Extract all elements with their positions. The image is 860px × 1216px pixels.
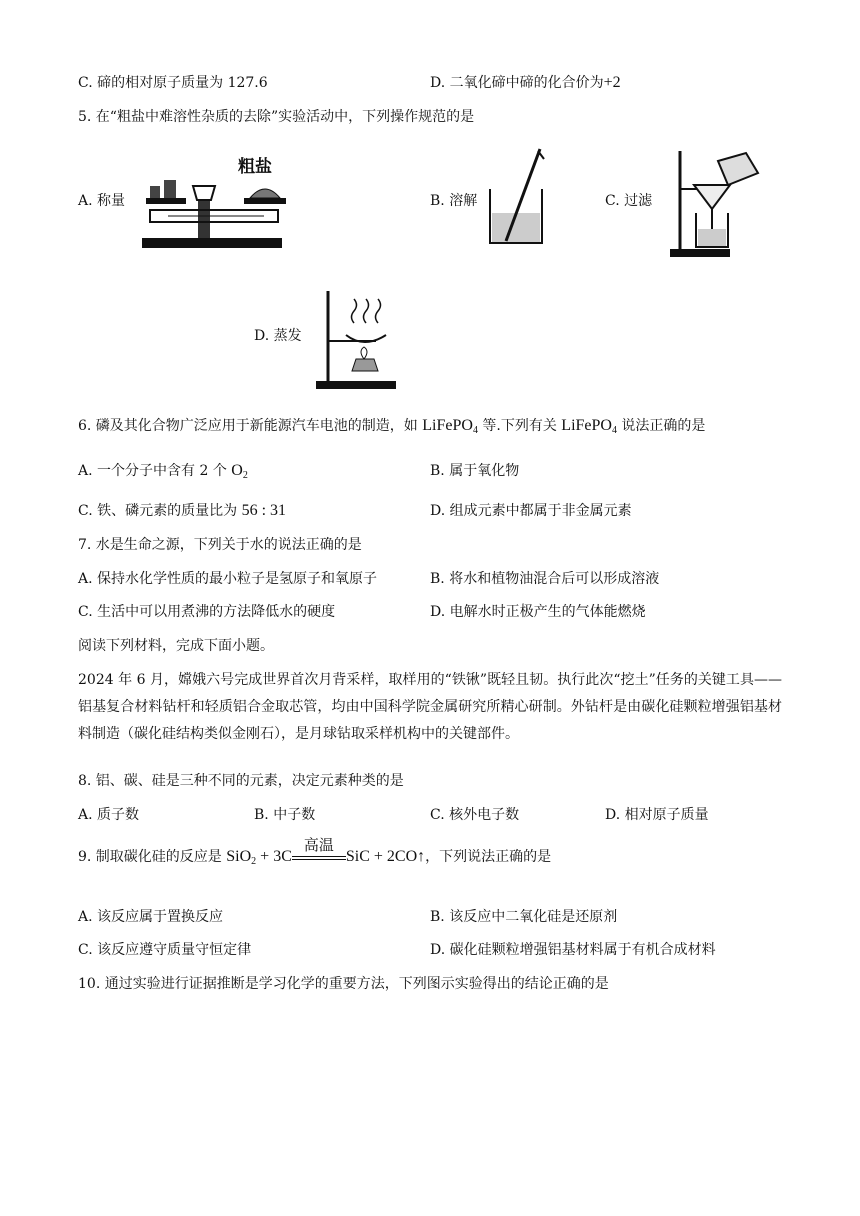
q6-option-c: C. 铁、磷元素的质量比为 56 : 31	[78, 502, 287, 519]
evaporation-figure	[314, 287, 399, 392]
q5-option-c-label: C. 过滤	[605, 193, 653, 209]
q4-option-d: D. 二氧化碲中碲的化合价为+2	[430, 74, 621, 91]
q8-stem: 8. 铝、碳、硅是三种不同的元素，决定元素种类的是	[78, 773, 404, 789]
q8-option-d: D. 相对原子质量	[605, 807, 709, 823]
q5-option-a-label: A. 称量	[78, 193, 126, 209]
q5-option-d-label: D. 蒸发	[254, 328, 302, 344]
q10-stem: 10. 通过实验进行证据推断是学习化学的重要方法，下列图示实验得出的结论正确的是	[78, 976, 609, 992]
q8-option-b: B. 中子数	[254, 807, 316, 823]
q9-option-c: C. 该反应遵守质量守恒定律	[78, 942, 252, 958]
q6-option-b: B. 属于氧化物	[430, 463, 520, 479]
q7-option-b: B. 将水和植物油混合后可以形成溶液	[430, 571, 660, 587]
q4-option-c: C. 碲的相对原子质量为 127.6	[78, 75, 268, 91]
q9-stem: 9. 制取碳化硅的反应是 SiO$_2$ + 3C 高温 SiC + 2CO↑，下列说法正确的是	[78, 836, 552, 867]
q5-option-b-label: B. 溶解	[430, 193, 478, 209]
formula-lifepo4: LiFePO$_4$	[422, 417, 478, 436]
q7-option-d: D. 电解水时正极产生的气体能燃烧	[430, 604, 646, 620]
q6-option-a: A. 一个分子中含有 2 个 $O_2$	[78, 462, 248, 481]
q8-option-a: A. 质子数	[78, 807, 140, 823]
q9-option-d: D. 碳化硅颗粒增强铝基材料属于有机合成材料	[430, 942, 716, 958]
q7-option-a: A. 保持水化学性质的最小粒子是氢原子和氧原子	[78, 571, 378, 587]
q9-option-b: B. 该反应中二氧化硅是还原剂	[430, 909, 618, 925]
reaction-equation: SiO$_2$ + 3C	[226, 848, 292, 867]
q7-stem: 7. 水是生命之源，下列关于水的说法正确的是	[78, 537, 362, 553]
q5-stem: 5. 在“粗盐中难溶性杂质的去除”实验活动中，下列操作规范的是	[78, 109, 475, 125]
filtration-figure	[666, 145, 781, 260]
dissolving-beaker-figure	[486, 145, 546, 250]
q7-option-c: C. 生活中可以用煮沸的方法降低水的硬度	[78, 604, 336, 620]
q8-option-c: C. 核外电子数	[430, 807, 520, 823]
reaction-condition: 高温	[292, 856, 346, 866]
q6-stem: 6. 磷及其化合物广泛应用于新能源汽车电池的制造，如 LiFePO$_4$ 等.下列有关 LiFePO$_4$ 说法正确的是	[78, 417, 706, 436]
q9-option-a: A. 该反应属于置换反应	[78, 909, 224, 925]
reading-intro: 阅读下列材料，完成下面小题。	[78, 638, 274, 654]
formula-lifepo4: LiFePO$_4$	[561, 417, 617, 436]
salt-sign: 粗盐	[238, 157, 272, 177]
balance-weighing-figure	[138, 150, 288, 250]
reading-material: 2024 年 6 月，嫦娥六号完成世界首次月背采样，取样用的“铁锹”既轻且韧。执行此次“挖土”任务的关键工具——铝基复合材料钻杆和轻质铝合金取芯管，均由中国科学院金属研究所精心研制。外钻杆是由碳化硅颗粒增强铝基材料制造（碳化硅结构类似金刚石），是月球钻取采样机构中的关键部件。	[78, 672, 782, 742]
q6-option-d: D. 组成元素中都属于非金属元素	[430, 503, 632, 519]
